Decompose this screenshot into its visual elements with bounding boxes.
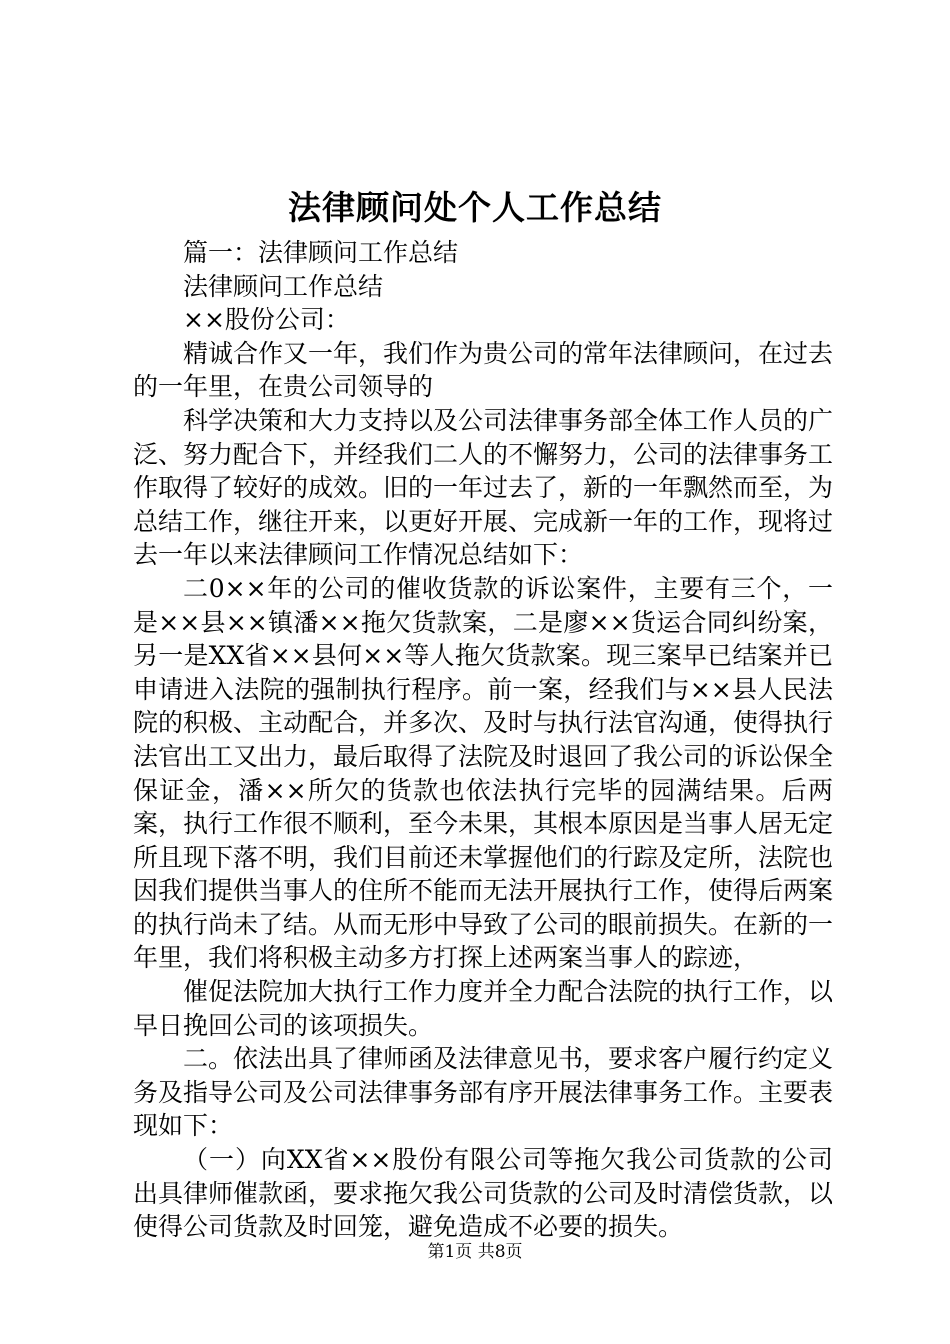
paragraph: （一）向XX省××股份有限公司等拖欠我公司货款的公司出具律师催款函，要求拖欠我公司货款的公司及时清偿货款，以使得公司货款及时回笼，避免造成不必要的损失。	[133, 1145, 834, 1242]
paragraph-addressee: ××股份公司：	[183, 305, 350, 335]
paragraph-subtitle: 法律顾问工作总结	[183, 271, 384, 301]
paragraph: 精诚合作又一年，我们作为贵公司的常年法律顾问，在过去的一年里，在贵公司领导的	[133, 338, 834, 402]
page-number: 第1页 共8页	[427, 1242, 523, 1262]
document-title: 法律顾问处个人工作总结	[288, 188, 662, 227]
paragraph: 科学决策和大力支持以及公司法律事务部全体工作人员的广泛、努力配合下，并经我们二人的不懈努力，公司的法律事务工作取得了较好的成效。旧的一年过去了，新的一年飘然而至，为总结工作，继往开来，以更好开展、完成新一年的工作，现将过去一年以来法律顾问工作情况总结如下：	[133, 405, 834, 570]
paragraph-section-heading: 篇一：法律顾问工作总结	[183, 238, 459, 267]
paragraph: 二。依法出具了律师函及法律意见书，要求客户履行约定义务及指导公司及公司法律事务部有序开展法律事务工作。主要表现如下：	[133, 1044, 834, 1141]
paragraph: 催促法院加大执行工作力度并全力配合法院的执行工作，以早日挽回公司的该项损失。	[133, 977, 834, 1040]
paragraph: 二0××年的公司的催收货款的诉讼案件，主要有三个，一是××县××镇潘××拖欠货款案，二是廖××货运合同纠纷案，另一是XX省××县何××等人拖欠货款案。现三案早已结案并已申请进入法院的强制执行程序。前一案，经我们与××县人民法院的积极、主动配合，并多次、及时与执行法官沟通，使得执行法官出工又出力，最后取得了法院及时退回了我公司的诉讼保全保证金，潘××所欠的货款也依法执行完毕的园满结果。后两案，执行工作很不顺利，至今未果，其根本原因是当事人居无定所且现下落不明，我们目前还未掌握他们的行踪及定所，法院也因我们提供当事人的住所不能而无法开展执行工作，使得后两案的执行尚未了结。从而无形中导致了公司的眼前损失。在新的一年里，我们将积极主动多方打探上述两案当事人的踪迹，	[133, 573, 834, 973]
document-body	[133, 236, 833, 1244]
